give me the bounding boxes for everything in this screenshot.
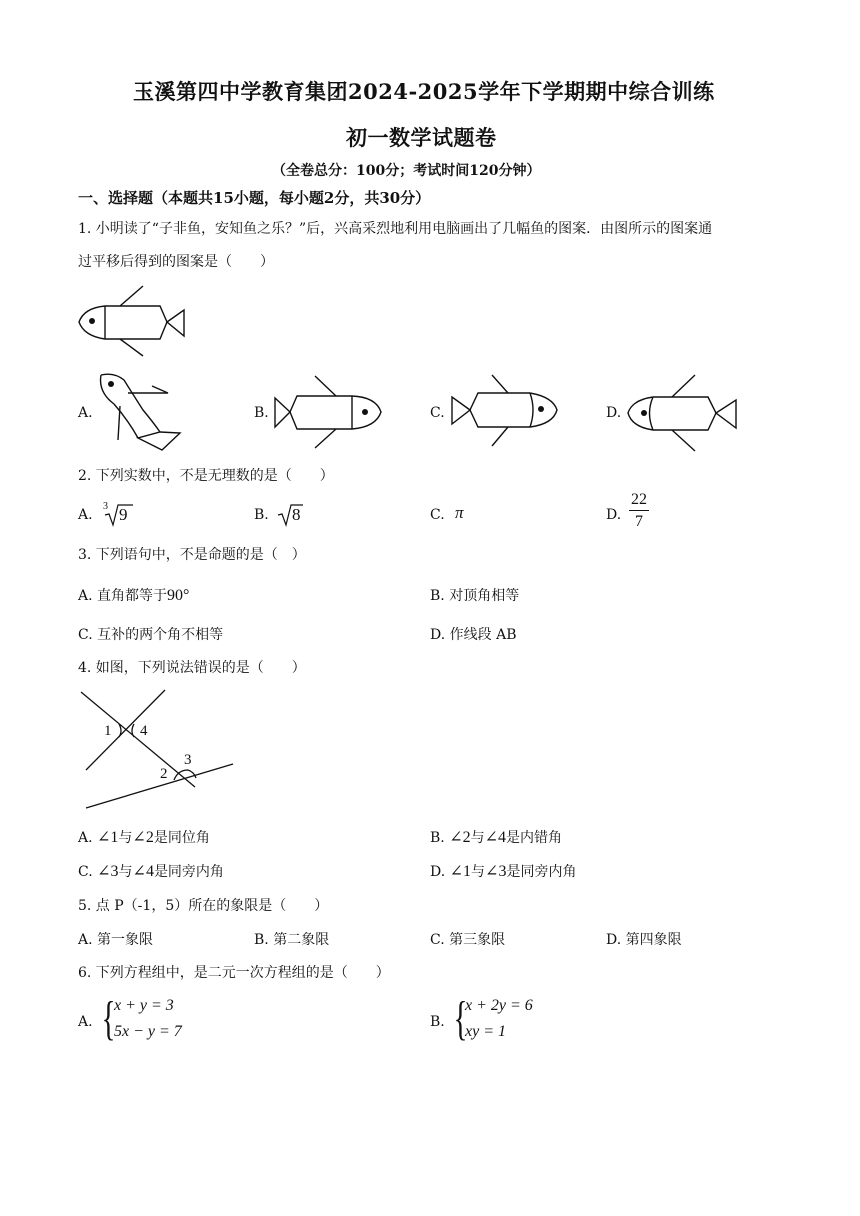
q3-stem: 3. 下列语句中，不是命题的是（ ） [78,547,306,563]
exam-title: 玉溪第四中学教育集团2024-2025学年下学期期中综合训练 [133,79,715,104]
option-label: C. [78,627,93,643]
angle-label-2: 2 [160,766,168,782]
option-text: 是同位角 [153,830,210,846]
q5-stem: 5. 点 P（-1，5）所在的象限是（ ） [78,898,329,914]
option-text: 对顶角相等 [449,588,520,604]
q4-option-b [430,827,562,847]
angle-label-4: 4 [140,723,148,739]
option-label: A. [78,932,93,948]
q2-option-d-label: D. [606,507,622,523]
option-text: 是同旁内角 [506,864,577,880]
angle-a: ∠2 [449,829,471,846]
q5-option-c [430,929,505,949]
q4-option-a [78,827,210,847]
q2-stem: 2. 下列实数中，不是无理数的是（ ） [78,468,334,484]
connector: 与 [118,864,133,880]
angle-label-3: 3 [184,752,192,768]
option-label: A. [78,830,93,846]
numerator: 22 [629,490,649,511]
q1-option-a-label: A. [78,405,93,421]
option-text: 直角都等于 [97,588,168,604]
q1-option-d-label: D. [606,405,622,421]
root-index: 3 [103,501,108,512]
q2-option-c-label: C. [430,507,445,523]
section-heading: 一、选择题（本题共15小题，每小题2分，共30分） [78,189,431,207]
q1-option-b-label: B. [254,405,269,421]
q4-option-d [430,861,576,881]
q6-option-a-label: A. [78,1014,93,1030]
option-label: D. [606,932,622,948]
q3-option-a [78,585,189,605]
exam-subtitle: 初一数学试题卷 [346,125,497,150]
q6-option-b-eq2: xy = 1 [465,1023,506,1040]
option-text: 第三象限 [449,932,506,948]
q4-option-c [78,861,224,881]
q1-stem-line2: 过平移后得到的图案是（ ） [78,254,274,270]
angle-a: ∠1 [97,829,119,846]
radical-sign-icon [278,505,279,506]
q5-option-d [606,929,682,949]
connector: 与 [118,830,133,846]
angle-b: ∠4 [132,863,154,880]
option-label: D. [430,864,446,880]
q6-option-b-eq1: x + 2y = 6 [465,997,533,1014]
angle-b: ∠2 [132,829,154,846]
q2-option-b-label: B. [254,507,269,523]
q3-option-b [430,585,519,605]
connector: 与 [471,864,486,880]
option-label: B. [430,830,445,846]
q5-option-b [254,929,329,949]
angle-a: ∠1 [449,863,472,880]
q6-option-a-eq1: x + y = 3 [114,997,174,1014]
option-text: 是同旁内角 [153,864,224,880]
radicand: 8 [292,505,301,524]
angle-b: ∠4 [484,829,507,846]
exam-info: （全卷总分：100分；考试时间120分钟） [272,163,541,179]
radical-sign-icon [103,505,104,506]
connector: 与 [470,830,485,846]
option-text: 第二象限 [273,932,330,948]
q2-option-d-fraction [629,490,649,533]
denominator: 7 [635,513,643,530]
option-text: 第一象限 [97,932,154,948]
q3-option-c [78,624,223,644]
option-label: B. [430,588,445,604]
option-label: C. [430,932,445,948]
option-text: 互补的两个角不相等 [97,627,224,643]
q4-stem: 4. 如图，下列说法错误的是（ ） [78,660,306,676]
option-text: 作线段 AB [449,627,517,643]
angle-b: ∠3 [485,863,507,880]
option-math: 90° [167,587,190,604]
q1-option-c-label: C. [430,405,445,421]
angle-label-1: 1 [104,723,112,739]
angle-a: ∠3 [97,863,119,880]
option-label: D. [430,627,446,643]
q1-stem-line1: 1. 小明读了“子非鱼，安知鱼之乐？”后，兴高采烈地利用电脑画出了几幅鱼的图案．由图所示的图案通 [78,221,713,237]
q2-option-a-label: A. [78,507,93,523]
q6-option-a-eq2: 5x − y = 7 [114,1023,182,1040]
option-label: B. [254,932,269,948]
q2-option-c-pi: π [455,503,464,522]
radicand: 9 [119,505,128,524]
option-text: 是内错角 [506,830,563,846]
q6-option-a-brace-icon: { [101,992,116,1045]
q6-stem: 6. 下列方程组中，是二元一次方程组的是（ ） [78,965,390,981]
option-text: 第四象限 [625,932,682,948]
q5-option-a [78,929,153,949]
option-label: C. [78,864,93,880]
option-label: A. [78,588,93,604]
q3-option-d [430,624,517,644]
q6-option-b-label: B. [430,1014,445,1030]
q6-option-b-brace-icon: { [453,992,468,1045]
